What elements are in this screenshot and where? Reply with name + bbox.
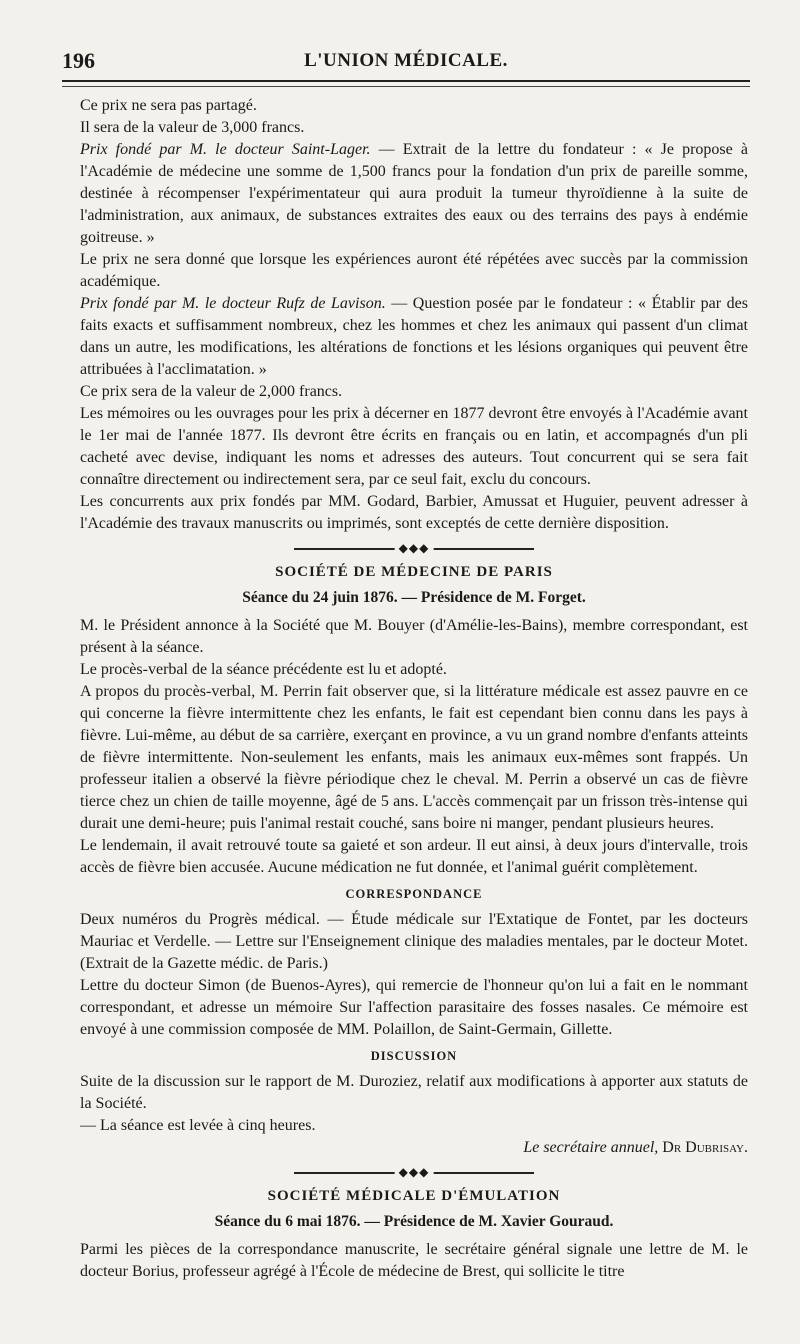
article-body xyxy=(80,95,748,1283)
prix-saint-lager-note: Le prix ne sera donné que lorsque les expériences auront été répétées avec succès par la commission académique. xyxy=(80,251,748,290)
correspondance-2: Lettre du docteur Simon (de Buenos-Ayres), qui remercie de l'honneur qu'on lui a fait en le nommant correspondant, et adresse un mémoire Sur l'affection parasitaire des fosses nasales. Ce mémoire est envoyé à une commission composée de MM. Polaillon, de Saint-Germain, Gillette. xyxy=(80,977,748,1038)
exceptions-paragraph: Les concurrents aux prix fondés par MM. Godard, Barbier, Amussat et Huguier, peuvent adresser à l'Académie des travaux manuscrits ou imprimés, sont exceptés de cette dernière disposition. xyxy=(80,493,748,532)
prix-saint-lager-lead: Prix fondé par M. le docteur Saint-Lager. xyxy=(80,141,371,158)
smp-seance: Séance du 24 juin 1876. — Présidence de M. Forget. xyxy=(242,589,586,606)
prix-saint-lager-text: — Extrait de la lettre du fondateur : « Je propose à l'Académie de médecine une somme de 1,500 francs pour la fondation d'un prix de pareille somme, destinée à récompenser l'expérimentateur qui aura produit la tumeur thyroïdienne à la suite de l'administration, aux animaux, de substances extraites des eaux ou des terrains des pays à endémie goitreuse. » xyxy=(80,141,748,246)
discussion-1: Suite de la discussion sur le rapport de M. Duroziez, relatif aux modifications à apporter aux statuts de la Société. xyxy=(80,1073,748,1112)
discussion-2: — La séance est levée à cinq heures. xyxy=(80,1117,316,1134)
smp-proces-verbal: Le procès-verbal de la séance précédente est lu et adopté. xyxy=(80,661,447,678)
running-header xyxy=(62,48,750,76)
correspondance-1: Deux numéros du Progrès médical. — Étude médicale sur l'Extatique de Fontet, par les docteurs Mauriac et Verdelle. — Lettre sur l'Enseignement clinique des maladies mentales, par le docteur Motet. (Extrait de la Gazette médic. de Paris.) xyxy=(80,911,748,972)
prix-valeur: Il sera de la valeur de 3,000 francs. xyxy=(80,119,305,136)
discussion-heading: DISCUSSION xyxy=(370,1049,458,1063)
prix-rufz-value: Ce prix sera de la valeur de 2,000 francs. xyxy=(80,383,343,400)
sme-paragraph: Parmi les pièces de la correspondance manuscrite, le secrétaire général signale une lettre de M. le docteur Borius, professeur agrégé à l'École de médecine de Brest, qui sollicite le titre xyxy=(80,1241,748,1280)
signature xyxy=(80,1137,748,1159)
journal-title: L'UNION MÉDICALE. xyxy=(304,50,508,71)
prix-partage: Ce prix ne sera pas partagé. xyxy=(80,97,257,114)
conditions-paragraph: Les mémoires ou les ouvrages pour les prix à décerner en 1877 devront être envoyés à l'Académie avant le 1er mai de l'année 1877. Ils devront être écrits en français ou en latin, et accompagnés d'un pli cacheté avec devise, indiquant les noms et adresses des auteurs. Tout concurrent qui se sera fait connaître directement ou indirectement sera, par ce seul fait, exclu du concours. xyxy=(80,405,748,488)
smp-lendemain: Le lendemain, il avait retrouvé toute sa gaieté et son ardeur. Il eut ainsi, à deux jours d'intervalle, trois accès de fièvre bien accusée. Aucune médication ne fut donnée, et l'animal guérit complètement. xyxy=(80,837,748,876)
sme-seance: Séance du 6 mai 1876. — Présidence de M. Xavier Gouraud. xyxy=(214,1213,614,1230)
signature-name: Dr Dubrisay. xyxy=(662,1139,748,1156)
prix-rufz xyxy=(80,293,748,381)
header-rule xyxy=(62,80,750,87)
section-ornament: ◆◆◆ xyxy=(294,539,534,557)
correspondance-heading: CORRESPONDANCE xyxy=(345,887,483,901)
page-number: 196 xyxy=(62,48,95,73)
prix-saint-lager xyxy=(80,139,748,249)
smp-heading: SOCIÉTÉ DE MÉDECINE DE PARIS xyxy=(275,564,553,580)
prix-rufz-lead: Prix fondé par M. le docteur Rufz de Lavison. xyxy=(80,295,386,312)
smp-president: M. le Président annonce à la Société que M. Bouyer (d'Amélie-les-Bains), membre correspondant, est présent à la séance. xyxy=(80,617,748,656)
prix-rufz-text: — Question posée par le fondateur : « Établir par des faits exacts et suffisamment nombreux, chez les hommes et chez les animaux qui passent d'un climat dans un autre, les modifications, les altérations de fonctions et les lésions organiques qui peuvent être attribuées à l'acclimatation. » xyxy=(80,295,748,378)
signature-role: Le secrétaire annuel, xyxy=(523,1139,659,1156)
section-ornament-2: ◆◆◆ xyxy=(294,1163,534,1181)
smp-perrin: A propos du procès-verbal, M. Perrin fait observer que, si la littérature médicale est assez pauvre en ce qui concerne la fièvre intermittente chez les enfants, le fait est cependant bien connu dans les pays à fièvre. Lui-même, au début de sa carrière, exerçant en province, a vu un grand nombre d'enfants atteints de fièvre intermittente. Non-seulement les enfants, mais les animaux eux-mêmes sont frappés. Un professeur italien a observé la fièvre périodique chez le cheval. M. Perrin a observé un cas de fièvre tierce chez un chien de taille moyenne, âgé de 5 ans. L'accès commençait par un frisson très-intense qui durait une demi-heure; puis l'animal restait couché, sans boire ni manger, pendant plusieurs heures. xyxy=(80,683,748,832)
sme-heading: SOCIÉTÉ MÉDICALE D'ÉMULATION xyxy=(267,1188,561,1204)
